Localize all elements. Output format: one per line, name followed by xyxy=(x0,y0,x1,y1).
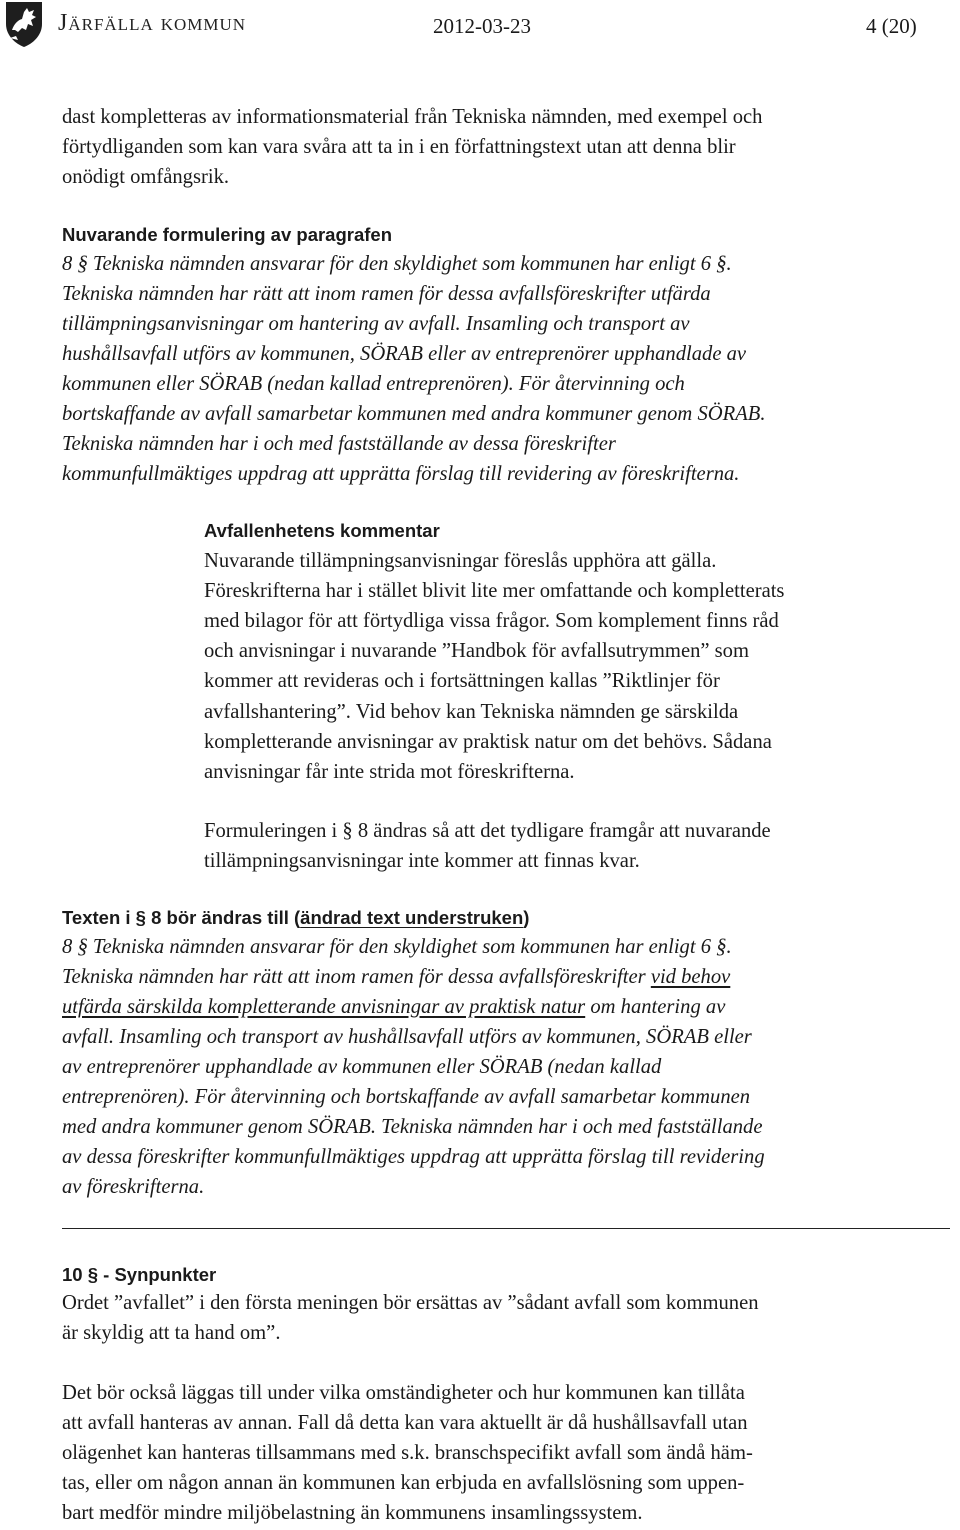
text-line: Formuleringen i § 8 ändras så att det tydligare framgår att nuvarande xyxy=(204,820,771,842)
text-span: om hantering av xyxy=(585,996,726,1018)
page-header xyxy=(0,0,960,56)
underlined-text: vid behov xyxy=(650,966,731,988)
text-line: 8 § Tekniska nämnden ansvarar för den skyldighet som kommunen har enligt 6 §. xyxy=(62,936,732,958)
text-span: Tekniska nämnden har rätt att inom ramen för dessa avfallsföreskrifter xyxy=(62,966,651,988)
text-line: dast kompletteras av informationsmaterial från Tekniska nämnden, med exempel och xyxy=(62,106,763,128)
text-line: bortskaffande av avfall samarbetar kommunen med andra kommuner genom SÖRAB. xyxy=(62,403,766,425)
text-line: kommunen eller SÖRAB (nedan kallad entreprenören). För återvinning och xyxy=(62,373,685,395)
text-line: Föreskrifterna har i stället blivit lite mer omfattande och kompletterats xyxy=(204,580,785,602)
coat-of-arms-icon xyxy=(4,0,44,48)
text-line: Det bör också läggas till under vilka omständigheter och hur kommunen kan tillåta xyxy=(62,1382,745,1404)
text-line: av entreprenörer upphandlade av kommunen eller SÖRAB (nedan kallad xyxy=(62,1056,662,1078)
text-line: Nuvarande tillämpningsanvisningar föreslås upphöra att gälla. xyxy=(204,550,717,572)
text-line: avfallshantering”. Vid behov kan Tekniska nämnden ge särskilda xyxy=(204,701,739,723)
text-line: anvisningar får inte strida mot föreskrifterna. xyxy=(204,761,575,783)
text-line: entreprenören). För återvinning och bortskaffande av avfall samarbetar kommunen xyxy=(62,1086,751,1108)
page-number: 4 (20) xyxy=(866,14,917,38)
text-line: tillämpningsanvisningar inte kommer att finnas kvar. xyxy=(204,850,640,872)
text-line: avfall. Insamling och transport av hushållsavfall utförs av kommunen, SÖRAB eller xyxy=(62,1026,752,1048)
text-line: av dessa föreskrifter kommunfullmäktiges uppdrag att upprätta förslag till revidering xyxy=(62,1146,765,1168)
text-line: med andra kommuner genom SÖRAB. Tekniska nämnden har i och med fastställande xyxy=(62,1116,763,1138)
text-line xyxy=(62,962,730,992)
text-line: kommer att revideras och i fortsättningen kallas ”Riktlinjer för xyxy=(204,670,720,692)
organization-name: Järfälla kommun xyxy=(58,10,247,36)
text-line: Tekniska nämnden har rätt att inom ramen för dessa avfallsföreskrifter utfärda xyxy=(62,283,711,305)
underlined-text: utfärda särskilda kompletterande anvisningar av praktisk natur xyxy=(62,996,586,1018)
text-line: Tekniska nämnden har i och med fastställande av dessa föreskrifter xyxy=(62,433,616,455)
section-heading: Nuvarande formulering av paragrafen xyxy=(62,224,393,245)
text-line: tas, eller om någon annan än kommunen kan erbjuda en avfallslösning som uppen- xyxy=(62,1472,745,1494)
text-line: kommunfullmäktiges uppdrag att upprätta förslag till revidering av föreskrifterna. xyxy=(62,463,740,485)
text-line: 8 § Tekniska nämnden ansvarar för den skyldighet som kommunen har enligt 6 §. xyxy=(62,253,732,275)
heading-underlined-text: ändrad text understruken xyxy=(300,907,524,928)
text-line: förtydliganden som kan vara svåra att ta in i en författningstext utan att denna blir xyxy=(62,136,736,158)
text-line: bart medför mindre miljöbelastning än kommunens insamlingssystem. xyxy=(62,1502,643,1524)
heading-text: Texten i § 8 bör ändras till ( xyxy=(62,907,301,928)
document-date: 2012-03-23 xyxy=(433,14,531,38)
section-divider xyxy=(62,1228,950,1229)
section-heading xyxy=(62,907,529,929)
text-line: är skyldig att ta hand om”. xyxy=(62,1322,281,1344)
text-line: att avfall hanteras av annan. Fall då detta kan vara aktuellt är då hushållsavfall utan xyxy=(62,1412,748,1434)
text-line: med bilagor för att förtydliga vissa frågor. Som komplement finns råd xyxy=(204,610,779,632)
text-line: av föreskrifterna. xyxy=(62,1176,205,1198)
text-line: kompletterande anvisningar av praktisk natur om det behövs. Sådana xyxy=(204,731,772,753)
heading-text: ) xyxy=(523,907,530,928)
text-line xyxy=(62,992,725,1022)
text-line: olägenhet kan hanteras tillsammans med s.k. branschspecifikt avfall som ändå häm- xyxy=(62,1442,753,1464)
section-heading: Avfallenhetens kommentar xyxy=(204,520,440,541)
text-line: Ordet ”avfallet” i den första meningen bör ersättas av ”sådant avfall som kommunen xyxy=(62,1292,759,1314)
text-line: och anvisningar i nuvarande ”Handbok för avfallsutrymmen” som xyxy=(204,640,750,662)
text-line: tillämpningsanvisningar om hantering av avfall. Insamling och transport av xyxy=(62,313,690,335)
text-line: onödigt omfångsrik. xyxy=(62,166,230,188)
text-line: hushållsavfall utförs av kommunen, SÖRAB eller av entreprenörer upphandlade av xyxy=(62,343,747,365)
section-heading: 10 § - Synpunkter xyxy=(62,1264,217,1285)
